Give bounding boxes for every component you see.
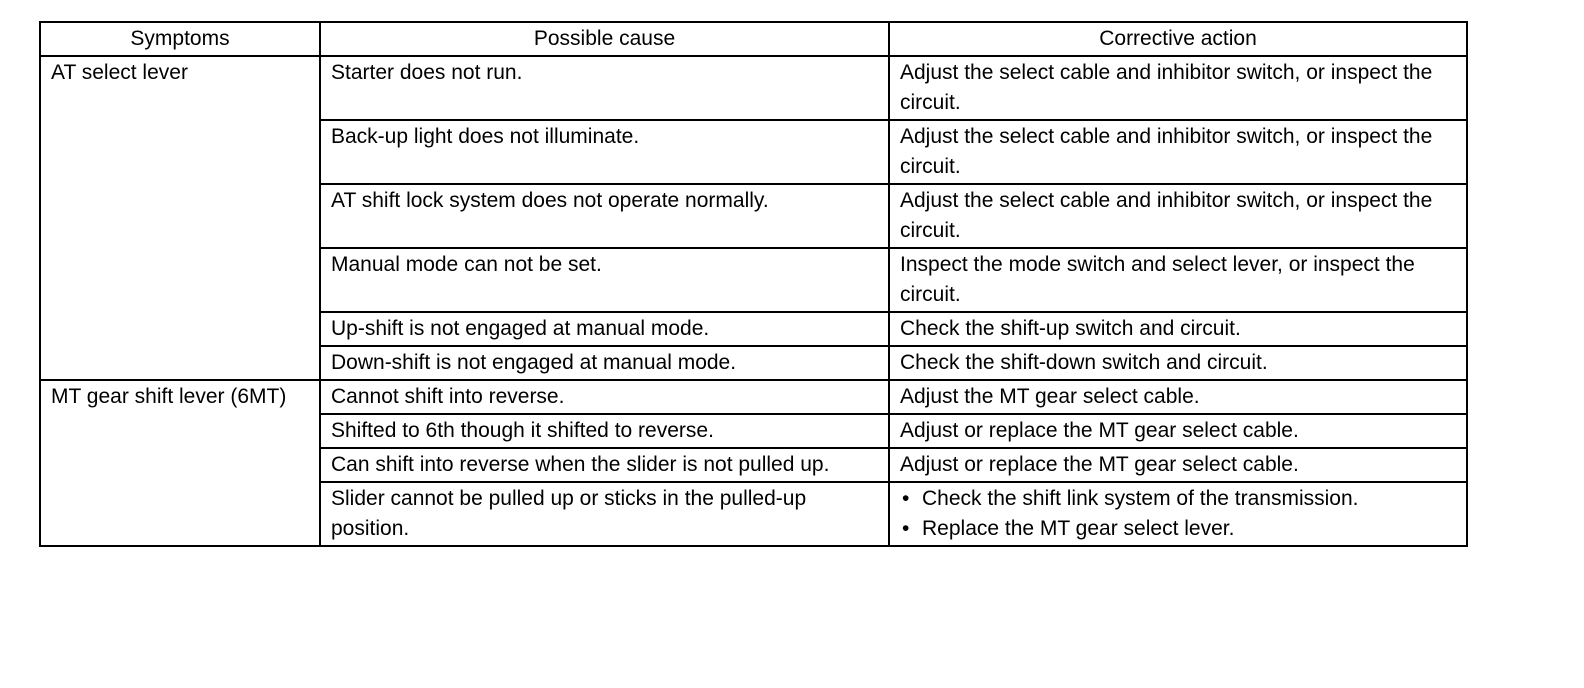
cause-cell: AT shift lock system does not operate normally.: [320, 184, 889, 248]
table-row: [40, 380, 1467, 414]
cause-cell: Shifted to 6th though it shifted to reverse.: [320, 414, 889, 448]
header-corrective-action: Corrective action: [889, 22, 1467, 56]
cause-cell: Cannot shift into reverse.: [320, 380, 889, 414]
cause-cell: Slider cannot be pulled up or sticks in the pulled-up position.: [320, 482, 889, 546]
symptom-cell-mt-gear-shift-lever: MT gear shift lever (6MT): [40, 380, 320, 546]
symptom-cell-at-select-lever: AT select lever: [40, 56, 320, 380]
action-cell: Check the shift-up switch and circuit.: [889, 312, 1467, 346]
cause-cell: Starter does not run.: [320, 56, 889, 120]
cause-cell: Back-up light does not illuminate.: [320, 120, 889, 184]
table-row: [40, 56, 1467, 120]
action-cell: Inspect the mode switch and select lever, or inspect the circuit.: [889, 248, 1467, 312]
action-bullet-text: Check the shift link system of the transmission.: [922, 487, 1359, 510]
action-cell: [889, 482, 1467, 546]
action-cell: Check the shift-down switch and circuit.: [889, 346, 1467, 380]
header-possible-cause: Possible cause: [320, 22, 889, 56]
cause-cell: Can shift into reverse when the slider is not pulled up.: [320, 448, 889, 482]
action-bullet-text: Replace the MT gear select lever.: [922, 517, 1235, 540]
action-bullet-item: [900, 514, 1456, 544]
cause-cell: Manual mode can not be set.: [320, 248, 889, 312]
bullet-icon: •: [902, 487, 910, 510]
action-cell: Adjust or replace the MT gear select cable.: [889, 448, 1467, 482]
action-cell: Adjust the select cable and inhibitor switch, or inspect the circuit.: [889, 120, 1467, 184]
cause-cell: Down-shift is not engaged at manual mode.: [320, 346, 889, 380]
action-cell: Adjust the MT gear select cable.: [889, 380, 1467, 414]
action-cell: Adjust or replace the MT gear select cable.: [889, 414, 1467, 448]
action-bullet-list: [900, 484, 1456, 544]
header-symptoms: Symptoms: [40, 22, 320, 56]
cause-cell: Up-shift is not engaged at manual mode.: [320, 312, 889, 346]
action-bullet-item: [900, 484, 1456, 514]
bullet-icon: •: [902, 517, 910, 540]
troubleshooting-table: [39, 21, 1468, 547]
header-row: [40, 22, 1467, 56]
action-cell: Adjust the select cable and inhibitor switch, or inspect the circuit.: [889, 184, 1467, 248]
action-cell: Adjust the select cable and inhibitor switch, or inspect the circuit.: [889, 56, 1467, 120]
